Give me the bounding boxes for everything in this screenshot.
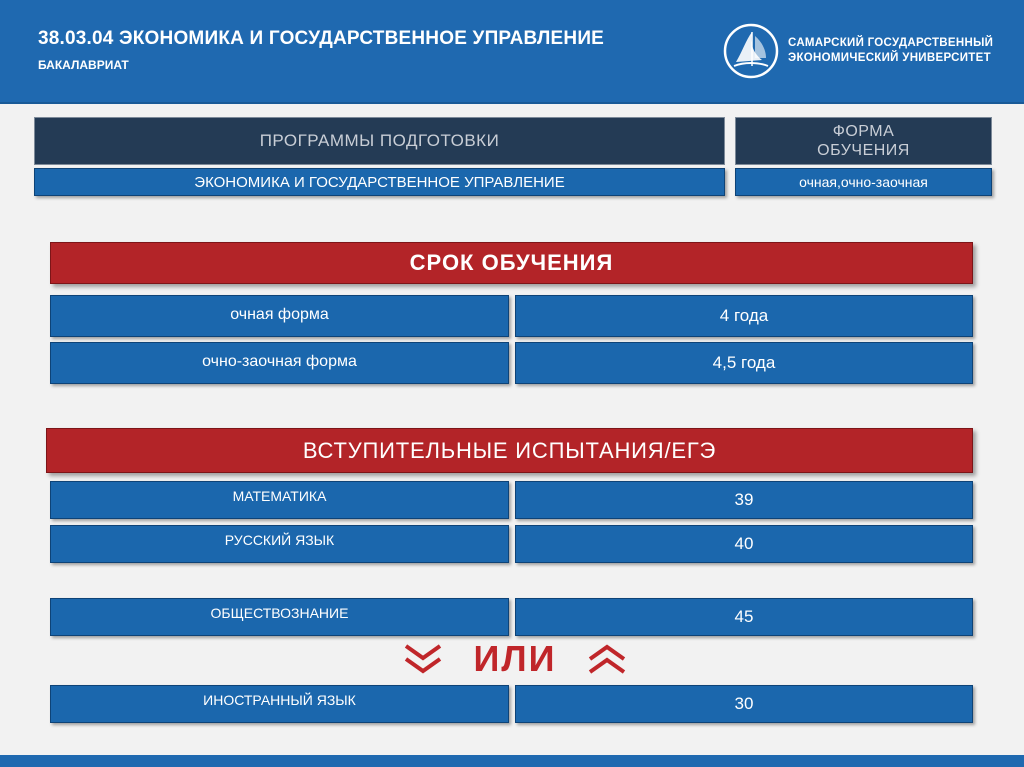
- exam-score-cell: [515, 481, 973, 519]
- duration-form-label: очно-заочная форма: [202, 353, 357, 370]
- exam-score: 39: [734, 490, 754, 509]
- page-header: [0, 0, 1024, 104]
- exam-subject-cell: [50, 481, 509, 519]
- duration-heading: [50, 242, 973, 284]
- duration-form-cell: [50, 295, 509, 337]
- exam-score-cell: [515, 525, 973, 563]
- duration-form-label: очная форма: [230, 306, 329, 323]
- exam-score: 40: [734, 534, 754, 553]
- or-label: ИЛИ: [473, 638, 557, 679]
- exam-score: 45: [734, 607, 754, 626]
- program-name: ЭКОНОМИКА И ГОСУДАРСТВЕННОЕ УПРАВЛЕНИЕ: [194, 173, 565, 191]
- exam-score-cell: [515, 598, 973, 636]
- university-name-line2: ЭКОНОМИЧЕСКИЙ УНИВЕРСИТЕТ: [788, 52, 991, 64]
- university-name: [788, 36, 993, 66]
- exam-score-cell: [515, 685, 973, 723]
- programs-header: [34, 117, 725, 165]
- page-title: 38.03.04 ЭКОНОМИКА И ГОСУДАРСТВЕННОЕ УПРАВЛЕНИЕ: [38, 28, 605, 49]
- exam-subject: МАТЕМАТИКА: [232, 488, 327, 504]
- duration-value-cell: [515, 295, 973, 337]
- page-subtitle: БАКАЛАВРИАТ: [38, 58, 129, 72]
- exams-heading-label: ВСТУПИТЕЛЬНЫЕ ИСПЫТАНИЯ/ЕГЭ: [302, 437, 717, 463]
- or-separator: [395, 640, 635, 678]
- exam-score: 30: [734, 694, 754, 713]
- form-header: [735, 117, 992, 165]
- exam-subject: ИНОСТРАННЫЙ ЯЗЫК: [203, 692, 356, 708]
- form-value: очная,очно-заочная: [799, 174, 928, 190]
- duration-value: 4,5 года: [712, 353, 776, 372]
- exam-subject-cell: [50, 598, 509, 636]
- exam-subject-cell: [50, 525, 509, 563]
- exam-subject: ОБЩЕСТВОЗНАНИЕ: [210, 605, 349, 621]
- duration-value-cell: [515, 342, 973, 384]
- chevron-double-up-icon: [587, 642, 627, 676]
- exam-subject: РУССКИЙ ЯЗЫК: [224, 532, 335, 548]
- chevron-double-down-icon: [403, 642, 443, 676]
- form-header-label: ФОРМА ОБУЧЕНИЯ: [817, 123, 910, 159]
- exam-subject-cell: [50, 685, 509, 723]
- duration-form-cell: [50, 342, 509, 384]
- university-logo-icon: [722, 22, 780, 80]
- duration-heading-label: СРОК ОБУЧЕНИЯ: [409, 250, 614, 275]
- exams-heading: [46, 428, 973, 473]
- university-name-line1: САМАРСКИЙ ГОСУДАРСТВЕННЫЙ: [788, 37, 994, 49]
- program-name-cell: [34, 168, 725, 196]
- form-value-cell: [735, 168, 992, 196]
- duration-value: 4 года: [719, 306, 769, 325]
- footer-bar: [0, 755, 1024, 767]
- programs-header-label: ПРОГРАММЫ ПОДГОТОВКИ: [259, 131, 500, 150]
